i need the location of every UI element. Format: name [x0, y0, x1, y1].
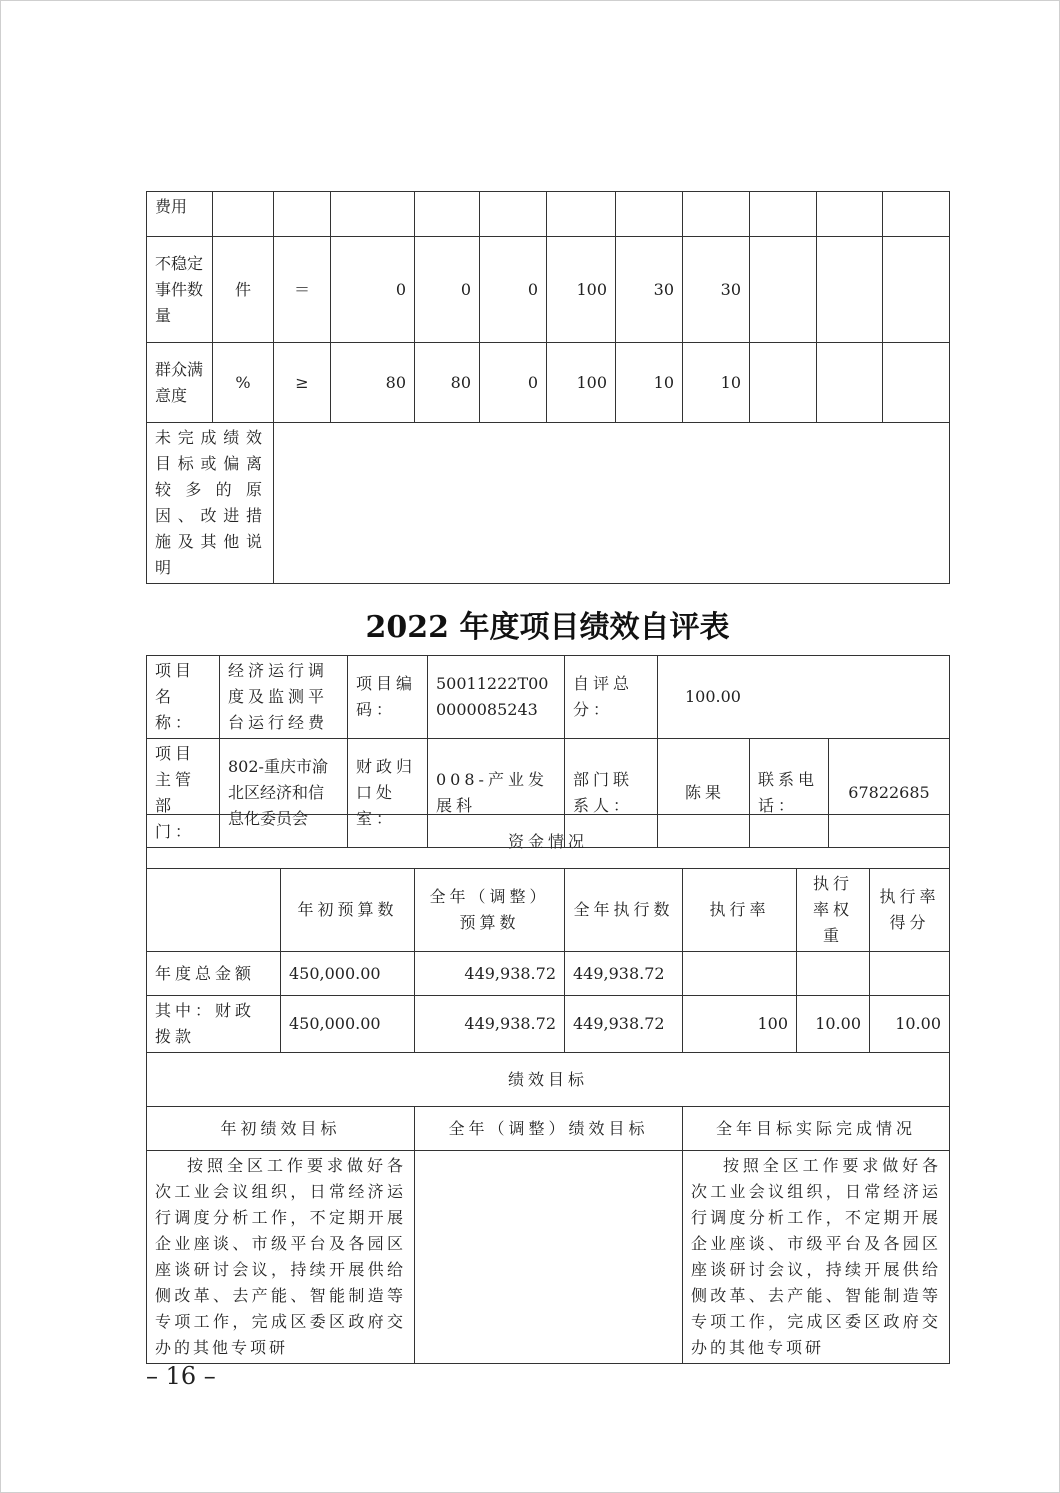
indicator-value: [415, 192, 480, 237]
funds-header: 全年执行数: [565, 869, 683, 952]
phone-value: 67822685: [829, 739, 950, 848]
indicator-unit: 件: [213, 237, 274, 343]
funds-header: 全年（调整）预算数: [415, 869, 565, 952]
self-score-label: 自评总分：: [565, 656, 658, 739]
indicator-value: 10: [683, 343, 750, 423]
empty-cell: [750, 343, 817, 423]
indicator-unit: %: [213, 343, 274, 423]
indicator-value: 0: [415, 237, 480, 343]
empty-cell: [817, 237, 883, 343]
indicator-operator: ＝: [274, 237, 331, 343]
funds-executed: 449,938.72: [565, 952, 683, 996]
funds-header: 执行率权重: [797, 869, 870, 952]
phone-label: 联系电话：: [750, 739, 829, 848]
indicator-name: 不稳定事件数量: [147, 237, 213, 343]
indicator-value: [331, 192, 415, 237]
indicator-value: 10: [616, 343, 683, 423]
project-name-value: 经济运行调度及监测平台运行经费: [220, 656, 348, 739]
funds-goals-table: [146, 814, 950, 1364]
contact-label: 部门联系人：: [565, 739, 658, 848]
table-row: [147, 815, 950, 869]
funds-weight: [797, 952, 870, 996]
table-row: [147, 656, 950, 739]
indicator-value: 80: [415, 343, 480, 423]
funds-executed: 449,938.72: [565, 996, 683, 1053]
goals-header-initial: 年初绩效目标: [147, 1107, 415, 1151]
indicator-value: 0: [480, 343, 547, 423]
table-row: [147, 1107, 950, 1151]
funds-rate: 100: [683, 996, 797, 1053]
indicator-value: 100: [547, 237, 616, 343]
dept-value: 802-重庆市渝北区经济和信息化委员会: [220, 739, 348, 848]
funds-weight: 10.00: [797, 996, 870, 1053]
indicator-value: 80: [331, 343, 415, 423]
funds-header: [147, 869, 281, 952]
indicator-operator: ≥: [274, 343, 331, 423]
table-row: [147, 237, 950, 343]
funds-score: [870, 952, 950, 996]
funds-header: 执行率得分: [870, 869, 950, 952]
indicator-value: 30: [683, 237, 750, 343]
indicator-value: [616, 192, 683, 237]
empty-cell: [883, 192, 950, 237]
funds-initial: 450,000.00: [281, 996, 415, 1053]
table-row: [147, 343, 950, 423]
funds-section-title: 资金情况: [147, 815, 950, 869]
empty-cell: [883, 343, 950, 423]
funds-header: 年初预算数: [281, 869, 415, 952]
empty-cell: [750, 237, 817, 343]
office-value: 008-产业发展科: [428, 739, 565, 848]
project-code-label: 项目编码：: [348, 656, 428, 739]
goals-section-title: 绩效目标: [147, 1053, 950, 1107]
indicator-value: 0: [480, 237, 547, 343]
empty-cell: [883, 237, 950, 343]
table-row: [147, 869, 950, 952]
indicator-value: [547, 192, 616, 237]
funds-row-label: 年度总金额: [147, 952, 281, 996]
table-row: [147, 423, 950, 584]
indicator-name: 费用: [147, 192, 213, 237]
indicator-name: 群众满意度: [147, 343, 213, 423]
project-name-label: 项目名称：: [147, 656, 220, 739]
dept-label: 项目主管部门：: [147, 739, 220, 848]
table-row: [147, 1053, 950, 1107]
funds-rate: [683, 952, 797, 996]
indicator-value: [683, 192, 750, 237]
table-row: [147, 192, 950, 237]
note-label: 未完成绩效目标或偏离较多的原因、改进措施及其他说明: [147, 423, 274, 584]
goals-header-adjusted: 全年（调整）绩效目标: [415, 1107, 683, 1151]
funds-row-label: 其中：财政拨款: [147, 996, 281, 1053]
funds-adjusted: 449,938.72: [415, 952, 565, 996]
table-row: [147, 952, 950, 996]
indicator-table-continued: [146, 191, 950, 584]
table-row: [147, 996, 950, 1053]
goals-header-actual: 全年目标实际完成情况: [683, 1107, 950, 1151]
funds-initial: 450,000.00: [281, 952, 415, 996]
indicator-value: 0: [331, 237, 415, 343]
indicator-value: 100: [547, 343, 616, 423]
project-code-value: 50011222T000000085243: [428, 656, 565, 739]
indicator-value: 30: [616, 237, 683, 343]
self-score-value: 100.00: [658, 656, 950, 739]
page-number: – 16 –: [146, 1362, 216, 1390]
goals-adjusted-text: [415, 1151, 683, 1364]
indicator-value: [480, 192, 547, 237]
indicator-operator: [274, 192, 331, 237]
note-value: [274, 423, 950, 584]
funds-score: 10.00: [870, 996, 950, 1053]
page-title: 2022 年度项目绩效自评表: [365, 610, 730, 645]
empty-cell: [817, 343, 883, 423]
goals-initial-text: 按照全区工作要求做好各次工业会议组织，日常经济运行调度分析工作，不定期开展企业座谈、市级平台及各园区座谈研讨会议，持续开展供给侧改革、去产能、智能制造等专项工作，完成区委区政府交办的其他专项研: [147, 1151, 415, 1364]
funds-adjusted: 449,938.72: [415, 996, 565, 1053]
empty-cell: [817, 192, 883, 237]
office-label: 财政归口处室：: [348, 739, 428, 848]
indicator-unit: [213, 192, 274, 237]
funds-header: 执行率: [683, 869, 797, 952]
goals-actual-text: 按照全区工作要求做好各次工业会议组织，日常经济运行调度分析工作，不定期开展企业座谈、市级平台及各园区座谈研讨会议，持续开展供给侧改革、去产能、智能制造等专项工作，完成区委区政府交办的其他专项研: [683, 1151, 950, 1364]
table-row: [147, 1151, 950, 1364]
empty-cell: [750, 192, 817, 237]
contact-value: 陈果: [658, 739, 750, 848]
